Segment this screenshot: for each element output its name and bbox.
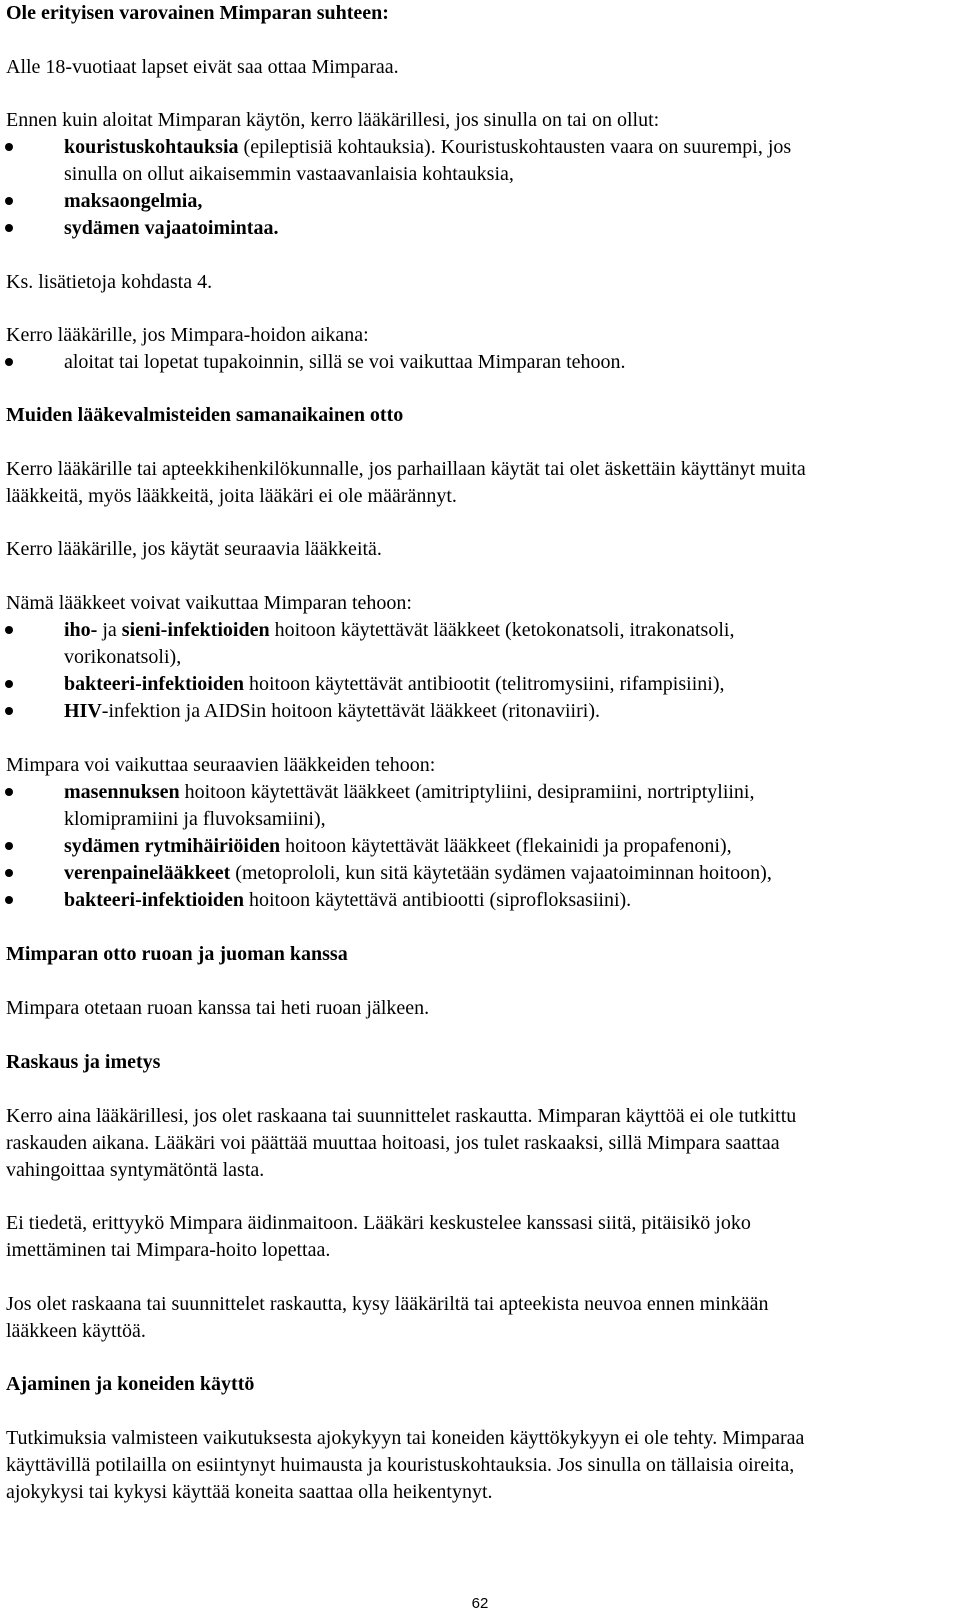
heading-pregnancy: Raskaus ja imetys: [6, 1051, 161, 1073]
paragraph-mimpara-affects: Mimpara voi vaikuttaa seuraavien lääkkeiden tehoon:: [6, 754, 436, 776]
list-item-blood-pressure: [64, 860, 772, 886]
bullet-icon: [5, 896, 13, 904]
page-number: 62: [471, 1595, 489, 1612]
paragraph-children: Alle 18-vuotiaat lapset eivät saa ottaa Mimparaa.: [6, 56, 399, 78]
heading-careful: Ole erityisen varovainen Mimparan suhteen:: [6, 2, 389, 24]
paragraph-other-medicines: Kerro lääkärille tai apteekkihenkilökunnalle, jos parhaillaan käytät tai olet äskettäin käyttänyt muita: [6, 458, 806, 480]
bullet-icon: [5, 680, 13, 688]
list-item-continuation: sinulla on ollut aikaisemmin vastaavanlaisia kohtauksia,: [64, 163, 514, 185]
paragraph-tell-doctor: Kerro lääkärille, jos käytät seuraavia lääkkeitä.: [6, 538, 382, 560]
bullet-icon: [5, 224, 13, 232]
list-item-text: -infektion ja AIDSin hoitoon käytettävät lääkkeet (ritonaviiri).: [101, 700, 600, 722]
paragraph-food: Mimpara otetaan ruoan kanssa tai heti ruoan jälkeen.: [6, 997, 430, 1019]
term-fungal: sieni-infektioiden: [121, 619, 270, 641]
list-item-text: hoitoon käytettävät lääkkeet (ketokonatsoli, itrakonatsoli,: [269, 619, 735, 641]
term-arrhythmia: sydämen rytmihäiriöiden: [64, 835, 281, 857]
paragraph-driving-cont: ajokykysi tai kykysi käyttää koneita saattaa olla heikentynyt.: [6, 1481, 493, 1503]
paragraph-before-use: Ennen kuin aloitat Mimparan käytön, kerro lääkärillesi, jos sinulla on tai on ollut:: [6, 109, 660, 131]
paragraph-driving-cont: käyttävillä potilailla on esiintynyt huimausta ja kouristuskohtauksia. Jos sinulla on tällaisia oireita,: [6, 1454, 795, 1476]
list-item-antibiotic: [64, 887, 631, 913]
bullet-icon: [5, 869, 13, 877]
list-item-skin-fungal: [64, 617, 734, 643]
bullet-icon: [5, 788, 13, 796]
paragraph-other-medicines-cont: lääkkeitä, myös lääkkeitä, joita lääkäri ei ole määrännyt.: [6, 485, 457, 507]
term-bacterial: bakteeri-infektioiden: [64, 673, 244, 695]
bullet-icon: [5, 197, 13, 205]
list-item-text: hoitoon käytettävät antibiootit (telitromysiini, rifampisiini),: [244, 673, 725, 695]
list-item-text: hoitoon käytettävä antibiootti (siprofloksasiini).: [244, 889, 632, 911]
paragraph-breastfeeding: Ei tiedetä, erittyykö Mimpara äidinmaitoon. Lääkäri keskustelee kanssasi siitä, pitäisikö joko: [6, 1212, 751, 1234]
list-item-liver: maksaongelmia,: [64, 190, 203, 212]
bullet-icon: [5, 842, 13, 850]
bullet-icon: [5, 707, 13, 715]
term-hiv: HIV: [64, 700, 102, 722]
paragraph-pregnancy: Kerro aina lääkärillesi, jos olet raskaana tai suunnittelet raskautta. Mimparan käyttöä ei ole tutkittu: [6, 1105, 797, 1127]
paragraph-ask-advice: Jos olet raskaana tai suunnittelet raskautta, kysy lääkäriltä tai apteekista neuvoa ennen minkään: [6, 1293, 769, 1315]
bullet-icon: [5, 626, 13, 634]
paragraph-pregnancy-cont: vahingoittaa syntymätöntä lasta.: [6, 1159, 265, 1181]
list-item-bacterial: [64, 671, 724, 697]
list-item-seizures: [64, 134, 791, 160]
term-depression: masennuksen: [64, 781, 180, 803]
term-bacterial: bakteeri-infektioiden: [64, 889, 244, 911]
list-item-text: (epileptisiä kohtauksia). Kouristuskohtausten vaara on suurempi, jos: [238, 136, 792, 158]
heading-driving: Ajaminen ja koneiden käyttö: [6, 1373, 255, 1395]
paragraph-ask-advice-cont: lääkkeen käyttöä.: [6, 1320, 146, 1342]
list-item-heart-failure: sydämen vajaatoimintaa.: [64, 217, 279, 239]
list-item-text: ja: [97, 619, 122, 641]
list-item-depression: [64, 779, 754, 805]
list-item-continuation: vorikonatsoli),: [64, 646, 182, 668]
list-item-hiv: [64, 698, 600, 724]
paragraph-during-treatment: Kerro lääkärille, jos Mimpara-hoidon aikana:: [6, 324, 369, 346]
list-item-continuation: klomipramiini ja fluvoksamiini),: [64, 808, 326, 830]
term-seizures: kouristuskohtauksia: [64, 136, 239, 158]
paragraph-affect-mimpara: Nämä lääkkeet voivat vaikuttaa Mimparan tehoon:: [6, 592, 412, 614]
list-item-smoking: aloitat tai lopetat tupakoinnin, sillä se voi vaikuttaa Mimparan tehoon.: [64, 351, 626, 373]
term-blood-pressure: verenpainelääkkeet: [64, 862, 231, 884]
paragraph-driving: Tutkimuksia valmisteen vaikutuksesta ajokykyyn tai koneiden käyttökykyyn ei ole tehty. Mimparaa: [6, 1427, 805, 1449]
paragraph-pregnancy-cont: raskauden aikana. Lääkäri voi päättää muuttaa hoitoasi, jos tulet raskaaksi, sillä Mimpara saattaa: [6, 1132, 780, 1154]
paragraph-breastfeeding-cont: imettäminen tai Mimpara-hoito lopettaa.: [6, 1239, 331, 1261]
list-item-text: hoitoon käytettävät lääkkeet (flekainidi ja propafenoni),: [280, 835, 732, 857]
heading-other-medicines: Muiden lääkevalmisteiden samanaikainen otto: [6, 404, 404, 426]
paragraph-see-section: Ks. lisätietoja kohdasta 4.: [6, 271, 213, 293]
bullet-icon: [5, 143, 13, 151]
list-item-text: hoitoon käytettävät lääkkeet (amitriptyliini, desipramiini, nortriptyliini,: [179, 781, 755, 803]
list-item-arrhythmia: [64, 833, 732, 859]
heading-food-drink: Mimparan otto ruoan ja juoman kanssa: [6, 943, 348, 965]
term-skin: iho-: [64, 619, 98, 641]
bullet-icon: [5, 358, 13, 366]
list-item-text: (metoprololi, kun sitä käytetään sydämen vajaatoiminnan hoitoon),: [230, 862, 772, 884]
